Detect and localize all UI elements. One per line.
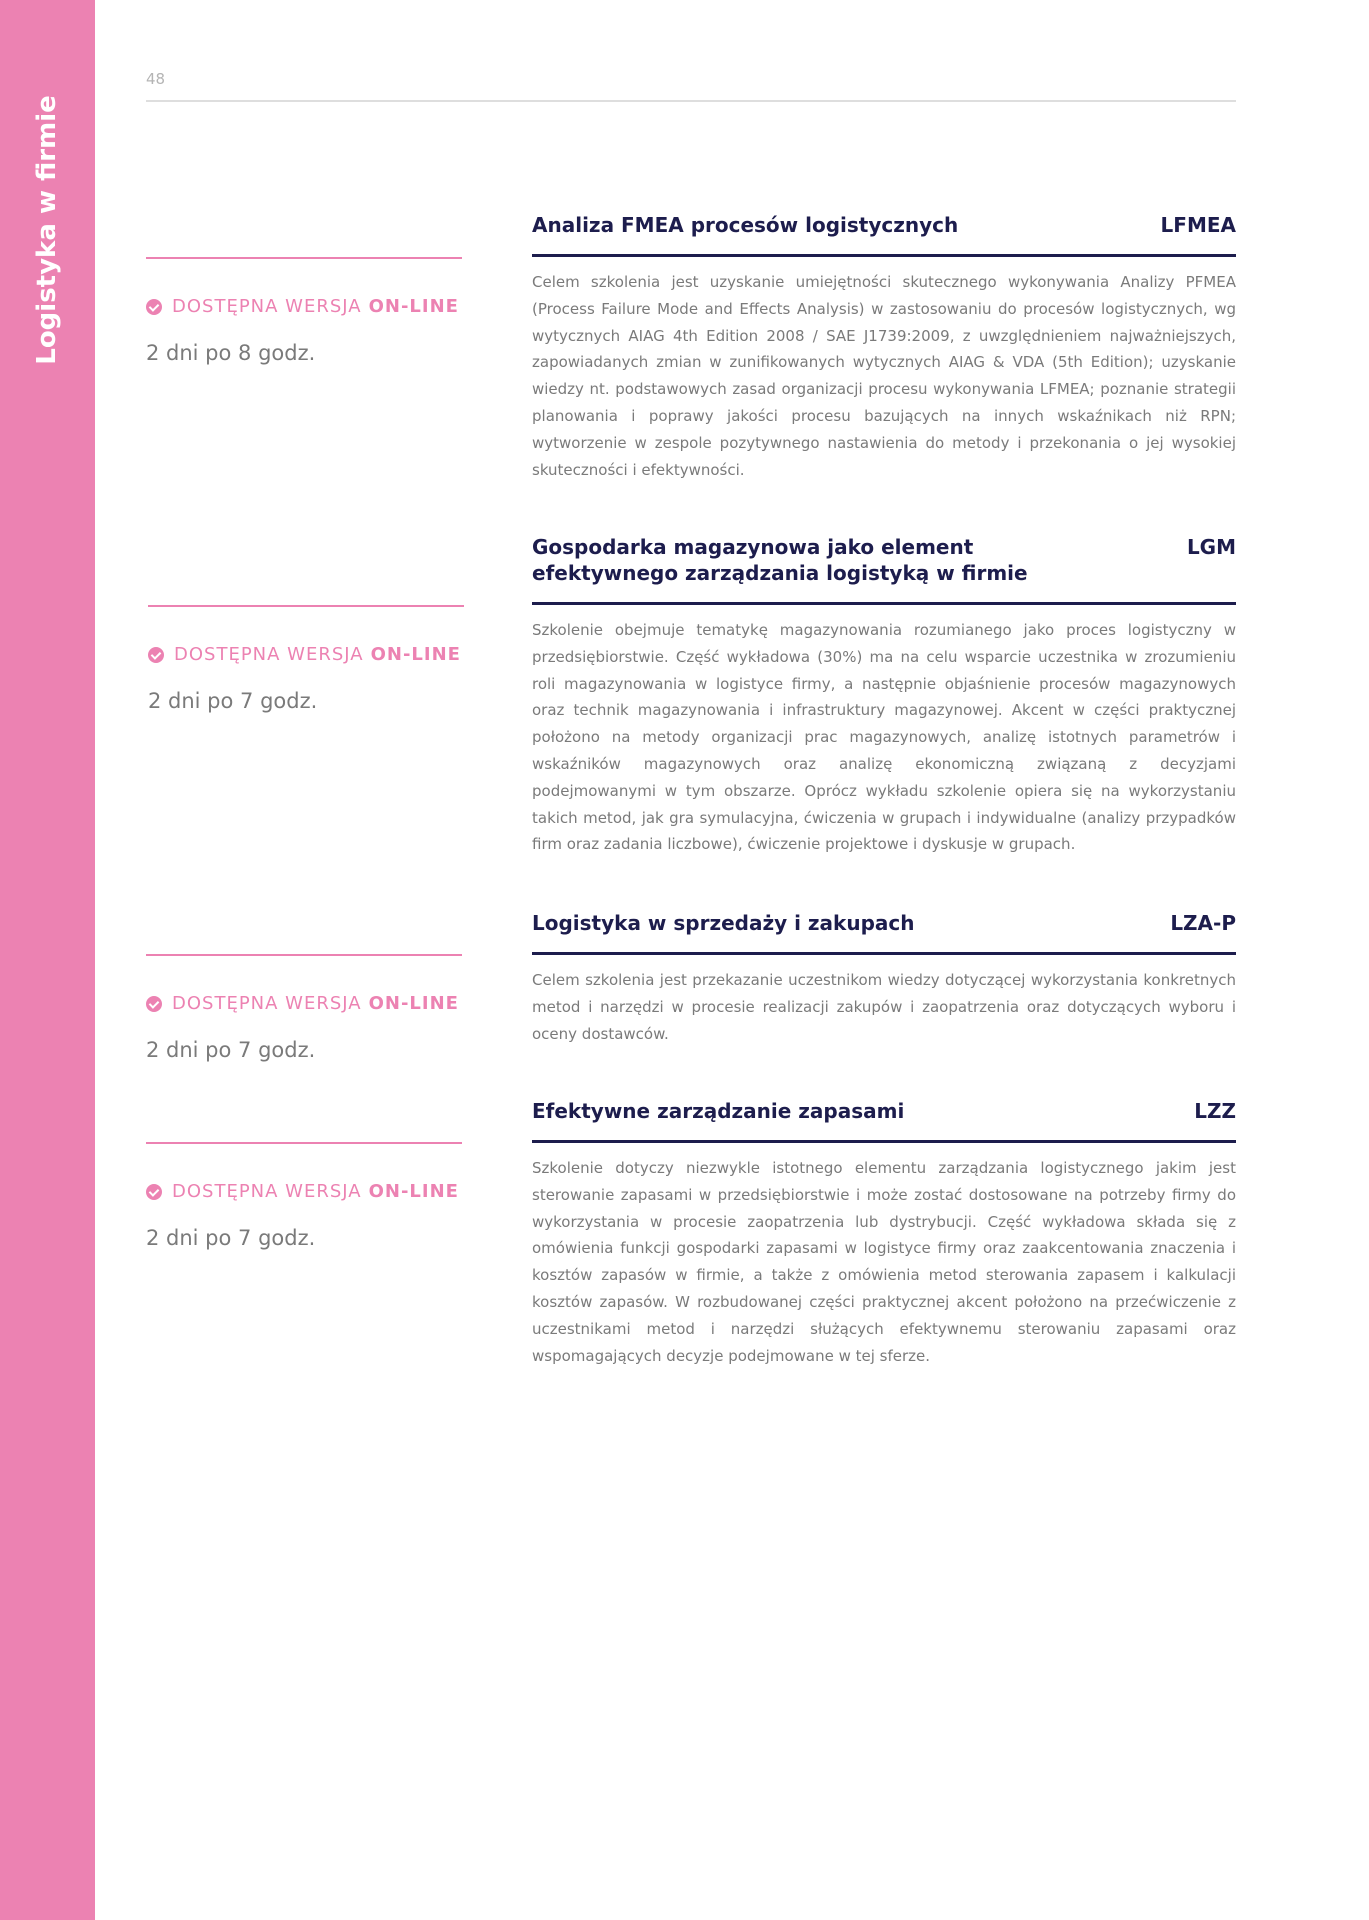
meta-divider [146,257,462,259]
course-header [532,534,1236,586]
course-meta-lfmea [146,257,462,365]
course-meta-lzz [146,1142,462,1250]
course-duration: 2 dni po 8 godz. [146,341,316,365]
check-circle-icon [146,996,162,1012]
online-badge [146,993,462,1014]
meta-divider [146,1142,462,1144]
sidebar-title [0,0,95,460]
meta-divider [148,605,464,607]
online-badge-strong: ON-LINE [368,1181,459,1202]
course-divider [532,254,1236,257]
course-description: Celem szkolenia jest przekazanie uczestnikom wiedzy dotyczącej wykorzystania konkretnych metod i narzędzi w procesie realizacji zakupów i zaopatrzenia oraz dotyczących wyboru i oceny dostawców. [532,971,1236,1043]
course-code: LZA-P [1170,911,1236,935]
course-code: LZZ [1194,1099,1236,1123]
course-description: Celem szkolenia jest uzyskanie umiejętności skutecznego wykonywania Analizy PFMEA (Process Failure Mode and Effects Analysis) w zastosowaniu do procesów logistycznych, wg wytycznych AIAG 4th Edition 2008 / SAE J1739:2009, z uwzględnieniem najważniejszych, zapowiadanych zmian w zunifikowanych wytycznych AIAG & VDA (5th Edition); uzyskanie wiedzy nt. podstawowych zasad organizacji procesu wykonywania LFMEA; poznanie strategii planowania i poprawy jakości procesu bazujących na innych wskaźnikach niż RPN; wytworzenie w zespole pozytywnego nastawienia do metody i przekonania o jej wysokiej skuteczności i efektywności. [532,273,1236,479]
online-badge-label: DOSTĘPNA WERSJA [172,1181,362,1202]
online-badge [146,296,462,317]
meta-divider [146,954,462,956]
course-code: LGM [1186,535,1236,559]
course-header [532,910,1236,936]
course-header [532,1098,1236,1124]
header-divider [146,100,1236,102]
online-badge [146,1181,462,1202]
course-divider [532,1140,1236,1143]
course-card-lfmea [532,212,1236,483]
check-circle-icon [146,1184,162,1200]
course-divider [532,602,1236,605]
course-title: Analiza FMEA procesów logistycznych [532,213,959,237]
course-card-lgm [532,534,1236,858]
online-badge-label: DOSTĘPNA WERSJA [172,296,362,317]
check-circle-icon [146,299,162,315]
course-description: Szkolenie dotyczy niezwykle istotnego elementu zarządzania logistycznego jakim jest sterowanie zapasami w przedsiębiorstwie i może zostać dostosowane na potrzeby firmy do wykorzystania w procesie zaopatrzenia lub dystrybucji. Część wykładowa składa się z omówienia funkcji gospodarki zapasami w logistyce firmy oraz zaakcentowania znaczenia i kosztów zapasów w firmie, a także z omówienia metod sterowania zapasem i kalkulacji kosztów zapasów. W rozbudowanej części praktycznej akcent położono na przećwiczenie z uczestnikami metod i narzędzi służących efektywnemu sterowaniu zapasami oraz wspomagających decyzje podejmowane w tej sferze. [532,1159,1236,1365]
course-duration: 2 dni po 7 godz. [146,1226,316,1250]
course-divider [532,952,1236,955]
online-badge-strong: ON-LINE [368,993,459,1014]
course-meta-lza-p [146,954,462,1062]
course-title: Gospodarka magazynowa jako element efektywnego zarządzania logistyką w firmie [532,535,1028,585]
check-circle-icon [148,647,164,663]
course-duration: 2 dni po 7 godz. [146,1038,316,1062]
online-badge-strong: ON-LINE [370,644,461,665]
sidebar-title-text: Logistyka w firmie [32,95,62,365]
course-title: Logistyka w sprzedaży i zakupach [532,911,915,935]
course-code: LFMEA [1160,213,1236,237]
page-number: 48 [146,70,166,88]
online-badge [148,644,464,665]
course-duration: 2 dni po 7 godz. [148,689,318,713]
course-title: Efektywne zarządzanie zapasami [532,1099,905,1123]
course-card-lzz [532,1098,1236,1369]
course-header [532,212,1236,238]
course-meta-lgm [148,605,464,713]
course-description: Szkolenie obejmuje tematykę magazynowania rozumianego jako proces logistyczny w przedsiębiorstwie. Część wykładowa (30%) ma na celu wsparcie uczestnika w zrozumieniu roli magazynowania w logistyce firmy, a następnie objaśnienie procesów magazynowych oraz technik magazynowania i infrastruktury magazynowej. Akcent w części praktycznej położono na metody organizacji prac magazynowych, analizę istotnych parametrów i wskaźników magazynowych oraz analizę ekonomiczną związaną z decyzjami podejmowanymi w tym obszarze. Oprócz wykładu szkolenie opiera się na wykorzystaniu takich metod, jak gra symulacyjna, ćwiczenia w grupach i indywidualne (analizy przypadków firm oraz zadania liczbowe), ćwiczenie projektowe i dyskusje w grupach. [532,621,1236,854]
online-badge-strong: ON-LINE [368,296,459,317]
online-badge-label: DOSTĘPNA WERSJA [172,993,362,1014]
course-card-lza-p [532,910,1236,1047]
online-badge-label: DOSTĘPNA WERSJA [174,644,364,665]
